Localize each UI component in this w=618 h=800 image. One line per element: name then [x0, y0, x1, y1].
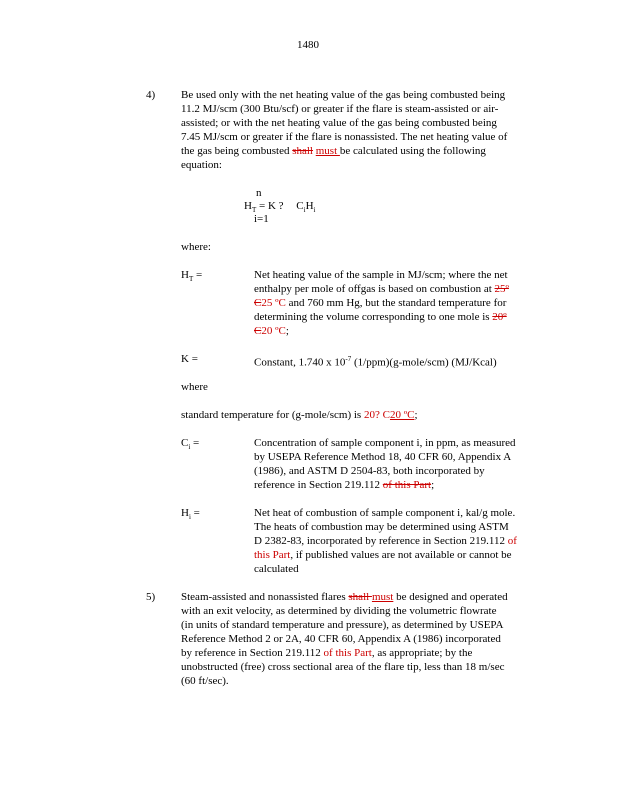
ht-line-1: Net heating value of the sample in MJ/scm; where the net [254, 269, 508, 281]
deleted-text-c-2: C [254, 325, 262, 337]
k-definition [254, 352, 497, 370]
ht-line-2-text: enthalpy per mole of offgas is based on combustion at [254, 283, 495, 295]
ht-line-4 [254, 310, 507, 324]
item-5-line-7: (60 ft/sec). [181, 675, 229, 687]
hi-line-3-pre: D 2382-83, incorporated by reference in Section 219.112 [254, 535, 508, 547]
inserted-text-20c: 20 ºC [261, 325, 286, 337]
ci-eq: = [190, 437, 200, 449]
hi-line-1: Net heat of combustion of sample component i, kal/g mole. [254, 507, 516, 519]
inserted-text-this-part: this Part [254, 549, 291, 561]
equation-c-sub: i [303, 206, 306, 215]
std-post: ; [414, 409, 418, 421]
hi-line-2: The heats of combustion may be determined using ASTM [254, 521, 509, 533]
item-5-line-5 [181, 646, 472, 660]
item-5-line-6: unobstructed (free) cross sectional area of the flare tip, less than 18 m/sec [181, 661, 505, 673]
k-text-post: (1/ppm)(g-mole/scm) (MJ/Kcal) [351, 356, 497, 369]
item-4-line-6: equation: [181, 159, 222, 171]
ci-label [181, 436, 199, 454]
hi-symbol: H [181, 507, 189, 519]
deleted-text-20c: 20? C [363, 409, 390, 421]
item-5-line-1-pre: Steam-assisted and nonassisted flares [181, 591, 349, 603]
inserted-text-must-2: must [371, 591, 394, 603]
equation-hi: H [305, 200, 314, 212]
ci-line-4-post: ; [431, 479, 435, 491]
item-4-line-1: Be used only with the net heating value of the gas being combusted being [181, 89, 506, 101]
hi-line-5: calculated [254, 563, 299, 575]
equation-sum-upper: n [256, 187, 262, 199]
ci-line-3: (1986), and ASTM D 2504-83, both incorporated by [254, 465, 485, 477]
k-exponent: -7 [345, 355, 352, 363]
standard-temperature-line [181, 408, 418, 422]
std-pre: standard temperature for (g-mole/scm) is [181, 409, 364, 421]
item-4-line-5-post: be calculated using the following [339, 145, 486, 157]
deleted-text-20: 20º [492, 311, 507, 323]
ci-symbol: C [181, 437, 189, 449]
ht-sub: T [188, 275, 194, 284]
ci-line-2: by USEPA Reference Method 18, 40 CFR 60, Appendix A [254, 451, 512, 463]
item-4-line-5-pre: the gas being combusted [181, 145, 293, 157]
equation-rest: = K ? [256, 200, 284, 212]
ci-sub: i [188, 443, 191, 452]
ht-line-5-post: ; [285, 325, 289, 337]
item-5-line-5-post: , as appropriate; by the [371, 647, 473, 659]
hi-label [181, 506, 200, 524]
item-4-line-4: 7.45 MJ/scm or greater if the flare is nonassisted. The net heating value of [181, 131, 508, 143]
hi-sub: i [188, 513, 191, 522]
deleted-text-of-this-part: of this Part [382, 479, 432, 491]
ht-symbol: H [181, 269, 189, 281]
deleted-text-c: C [254, 297, 262, 309]
equation-sum-lower: i=1 [254, 213, 269, 225]
ht-label [181, 268, 202, 286]
item-5-line-1 [181, 590, 508, 604]
item-5-line-1-post: be designed and operated [393, 591, 508, 603]
item-5-number: 5) [146, 591, 156, 603]
equation-h: H [244, 200, 252, 212]
k-text-pre: Constant, 1.740 x 10 [254, 356, 346, 369]
item-5-line-5-pre: by reference in Section 219.112 [181, 647, 324, 659]
hi-eq: = [190, 507, 200, 519]
ci-line-4 [254, 478, 434, 492]
inserted-text-of-this-part: of this Part [323, 647, 372, 659]
item-5-line-2: with an exit velocity, as determined by dividing the volumetric flowrate [181, 605, 497, 617]
hi-line-3 [254, 534, 517, 548]
ht-line-5 [254, 324, 289, 338]
inserted-text-of: of [507, 535, 517, 547]
hi-line-4-post: , if published values are not available or cannot be [290, 549, 512, 561]
item-5-line-3: (in units of standard temperature and pressure), as determined by USEPA [181, 619, 504, 631]
deleted-text-shall-2: shall [348, 591, 372, 603]
inserted-text-25c: 25 ºC [261, 297, 286, 309]
item-4-number: 4) [146, 89, 156, 101]
deleted-text-25: 25º [494, 283, 509, 295]
ht-line-3-post: and 760 mm Hg, but the standard temperature for [285, 297, 507, 309]
ht-line-3 [254, 296, 506, 310]
inserted-text-20c-std: 20 ºC [389, 409, 415, 421]
inserted-text-must: must [315, 145, 340, 157]
deleted-text-shall: shall [292, 145, 313, 157]
item-4-line-2: 11.2 MJ/scm (300 Btu/scf) or greater if the flare is steam-assisted or air- [181, 103, 499, 115]
equation-h-sub: T [251, 206, 257, 215]
equation-hi-sub: i [313, 206, 316, 215]
ci-line-1: Concentration of sample component i, in ppm, as measured [254, 437, 516, 449]
item-4-line-5 [181, 144, 486, 158]
item-4-line-3: assisted; or with the net heating value of the gas being combusted being [181, 117, 497, 129]
item-5-line-4: Reference Method 2 or 2A, 40 CFR 60, Appendix A (1986) incorporated [181, 633, 501, 645]
hi-line-4 [254, 548, 512, 562]
ci-line-4-pre: reference in Section 219.112 [254, 479, 383, 491]
where-label-2: where [181, 381, 208, 393]
ht-line-2 [254, 282, 509, 296]
ht-line-4-pre: determining the volume corresponding to one mole is [254, 311, 493, 323]
where-label-1: where: [181, 241, 211, 253]
ht-eq: = [193, 269, 203, 281]
page-number: 1480 [297, 39, 319, 51]
equation-c: C [296, 200, 304, 212]
k-label: K = [181, 353, 198, 365]
